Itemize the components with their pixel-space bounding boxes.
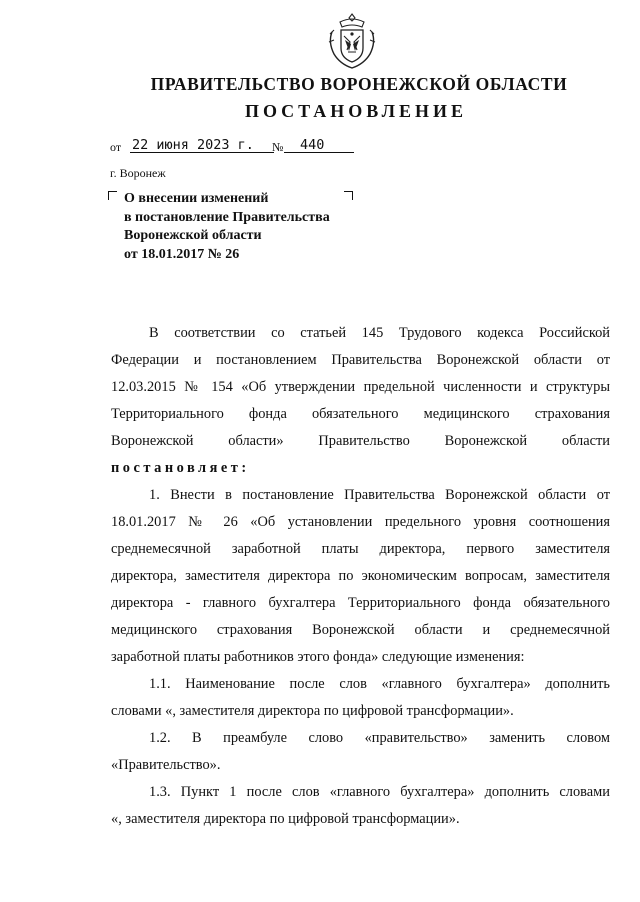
item-1-line: 18.01.2017 № 26 «Об установлении предельного уровня соотношения — [111, 514, 610, 530]
preamble-line: Территориального фонда обязательного медицинского страхования — [111, 406, 610, 422]
preamble-line: 12.03.2015 № 154 «Об утверждении предельной численности и структуры — [111, 379, 610, 395]
subject-corner-right — [344, 191, 353, 200]
subject-line: Воронежской области — [124, 228, 262, 243]
coat-of-arms-emblem — [326, 12, 378, 70]
organization-title: ПРАВИТЕЛЬСТВО ВОРОНЕЖСКОЙ ОБЛАСТИ — [150, 74, 568, 94]
document-type-title: ПОСТАНОВЛЕНИЕ — [244, 101, 468, 121]
item-1-3-line: «, заместителя директора по цифровой трансформации». — [111, 811, 460, 827]
preamble-line: В соответствии со статьей 145 Трудового кодекса Российской — [149, 325, 610, 341]
item-1-line: среднемесячной заработной платы директора, первого заместителя — [111, 541, 610, 557]
item-1-3-line: 1.3. Пункт 1 после слов «главного бухгалтера» дополнить словами — [149, 784, 610, 800]
document-date: 22 июня 2023 г. — [130, 138, 274, 153]
subject-corner-left — [108, 191, 117, 200]
preamble-line: Федерации и постановлением Правительства Воронежской области от — [111, 352, 610, 368]
item-1-2-line: 1.2. В преамбуле слово «правительство» заменить словом — [149, 730, 610, 746]
number-prefix: № — [272, 140, 284, 154]
subject-line: в постановление Правительства — [124, 209, 330, 225]
decree-word: постановляет: — [111, 460, 250, 476]
city-label: г. Воронеж — [110, 166, 166, 180]
document-number: 440 — [284, 138, 354, 153]
item-1-1-line: 1.1. Наименование после слов «главного бухгалтера» дополнить — [149, 676, 610, 692]
item-1-line: заработной платы работников этого фонда» следующие изменения: — [111, 649, 525, 665]
item-1-2-line: «Правительство». — [111, 757, 221, 773]
item-1-line: директора, заместителя директора по экономическим вопросам, заместителя — [111, 568, 610, 584]
date-prefix: от — [110, 140, 122, 154]
subject-line: О внесении изменений — [124, 191, 269, 206]
item-1-line: директора - главного бухгалтера Территориального фонда обязательного — [111, 595, 610, 611]
subject-line: от 18.01.2017 № 26 — [124, 246, 240, 262]
item-1-line: медицинского страхования Воронежской области и среднемесячной — [111, 622, 610, 638]
item-1-1-line: словами «, заместителя директора по цифровой трансформации». — [111, 703, 514, 719]
item-1-line: 1. Внести в постановление Правительства Воронежской области от — [149, 487, 610, 503]
preamble-line: Воронежской области» Правительство Воронежской области — [111, 433, 610, 449]
document-subject — [124, 190, 330, 264]
document-body — [111, 320, 610, 833]
